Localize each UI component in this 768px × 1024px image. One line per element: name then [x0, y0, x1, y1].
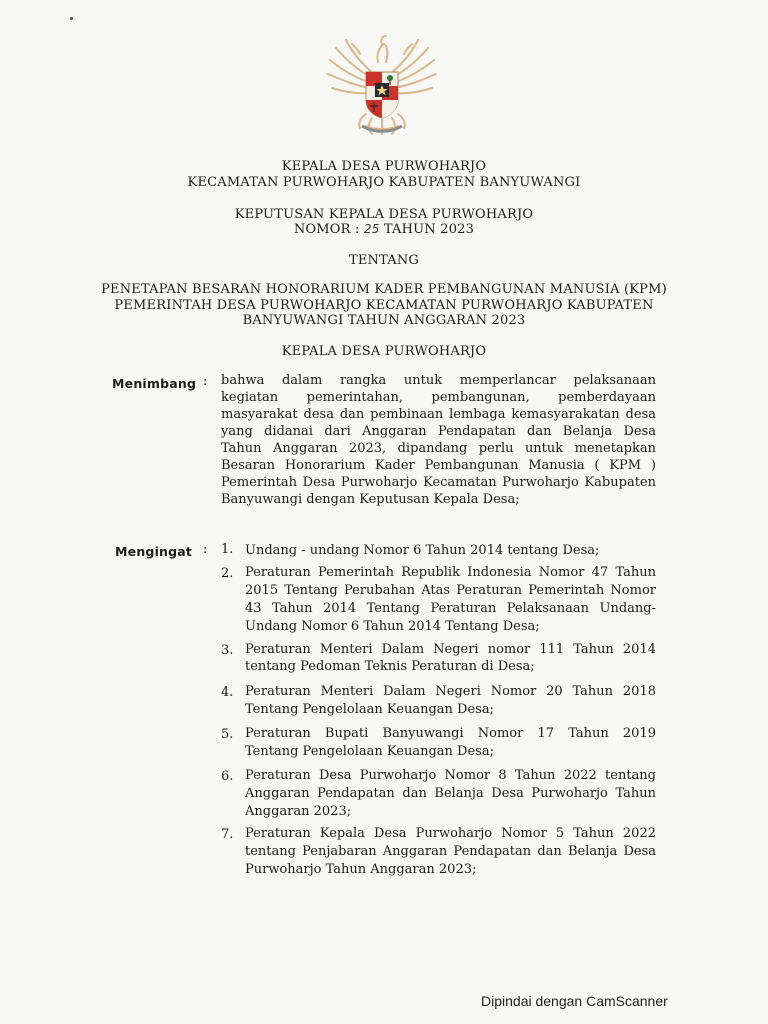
mengingat-item-line: Tentang Pengelolaan Keuangan Desa;: [245, 702, 494, 717]
mengingat-item-line: tentang Penjabaran Anggaran Pendapatan dan Belanja Desa: [245, 844, 656, 859]
decree-number-suffix: TAHUN 2023: [379, 222, 475, 237]
header-line-2: KECAMATAN PURWOHARJO KABUPATEN BANYUWANGI: [187, 175, 581, 190]
menimbang-line: kegiatan pemerintahan, pembangunan, pemberdayaan: [221, 390, 656, 405]
mengingat-item-line: Peraturan Pemerintah Republik Indonesia Nomor 47 Tahun: [245, 565, 656, 580]
scan-speck: [70, 17, 73, 20]
mengingat-item-number: 1.: [221, 542, 234, 557]
mengingat-item-line: Peraturan Kepala Desa Purwoharjo Nomor 5 Tahun 2022: [245, 826, 656, 841]
mengingat-item-line: Peraturan Menteri Dalam Negeri Nomor 20 Tahun 2018: [245, 684, 656, 699]
mengingat-item-line: Anggaran 2023;: [245, 804, 352, 819]
camscanner-watermark: Dipindai dengan CamScanner: [481, 993, 668, 1009]
mengingat-item-line: Tentang Pengelolaan Keuangan Desa;: [245, 744, 494, 759]
menimbang-colon: :: [203, 374, 208, 389]
mengingat-item-number: 6.: [221, 769, 234, 784]
mengingat-item-line: tentang Pedoman Teknis Peraturan di Desa;: [245, 659, 535, 674]
mengingat-item-line: Peraturan Desa Purwoharjo Nomor 8 Tahun 2022 tentang: [245, 768, 656, 783]
authority-heading: KEPALA DESA PURWOHARJO: [281, 344, 487, 359]
decree-number-line: [0, 222, 768, 237]
garuda-pancasila-emblem: [322, 34, 442, 142]
menimbang-line: Besaran Honorarium Kader Pembangunan Manusia ( KPM ): [221, 458, 656, 473]
subject-line-3: BANYUWANGI TAHUN ANGGARAN 2023: [242, 313, 526, 328]
mengingat-label: Mengingat: [115, 544, 193, 559]
menimbang-line: yang didanai dari Anggaran Pendapatan dan Belanja Desa: [221, 424, 656, 439]
menimbang-line: Pemerintah Desa Purwoharjo Kecamatan Purwoharjo Kabupaten: [221, 475, 656, 490]
mengingat-item-line: Undang - undang Nomor 6 Tahun 2014 tentang Desa;: [245, 543, 600, 558]
menimbang-line: bahwa dalam rangka untuk memperlancar pelaksanaan: [221, 373, 656, 388]
menimbang-label: Menimbang: [112, 376, 197, 391]
menimbang-line: Tahun Anggaran 2023, dipandang perlu untuk menetapkan: [221, 441, 656, 456]
mengingat-item-line: Purwoharjo Tahun Anggaran 2023;: [245, 862, 477, 877]
tentang-heading: TENTANG: [348, 253, 420, 268]
mengingat-item-line: Peraturan Bupati Banyuwangi Nomor 17 Tahun 2019: [245, 726, 656, 741]
decree-title: KEPUTUSAN KEPALA DESA PURWOHARJO: [234, 207, 534, 222]
mengingat-item-line: Peraturan Menteri Dalam Negeri nomor 111 Tahun 2014: [245, 642, 656, 657]
subject-line-2: PEMERINTAH DESA PURWOHARJO KECAMATAN PURWOHARJO KABUPATEN: [114, 298, 654, 313]
mengingat-item-number: 7.: [221, 827, 234, 842]
mengingat-item-number: 2.: [221, 566, 234, 581]
mengingat-item-line: 2015 Tentang Perubahan Atas Peraturan Pemerintah Nomor: [245, 583, 656, 598]
menimbang-line: Banyuwangi dengan Keputusan Kepala Desa;: [221, 492, 520, 507]
mengingat-item-number: 4.: [221, 685, 234, 700]
mengingat-item-line: Anggaran Pendapatan dan Belanja Desa Purwoharjo Tahun: [245, 786, 656, 801]
decree-number-handwritten: 25: [363, 222, 380, 236]
mengingat-item-line: Undang Nomor 6 Tahun 2014 Tentang Desa;: [245, 619, 540, 634]
mengingat-colon: :: [203, 542, 208, 557]
header-line-1: KEPALA DESA PURWOHARJO: [281, 159, 487, 174]
menimbang-line: masyarakat desa dan pembinaan lembaga kemasyarakatan desa: [221, 407, 656, 422]
mengingat-item-number: 5.: [221, 727, 234, 742]
subject-line-1: PENETAPAN BESARAN HONORARIUM KADER PEMBANGUNAN MANUSIA (KPM): [101, 282, 667, 297]
decree-number-prefix: NOMOR :: [293, 222, 364, 237]
mengingat-item-number: 3.: [221, 643, 234, 658]
mengingat-item-line: 43 Tahun 2014 Tentang Peraturan Pelaksanaan Undang-: [245, 601, 656, 616]
